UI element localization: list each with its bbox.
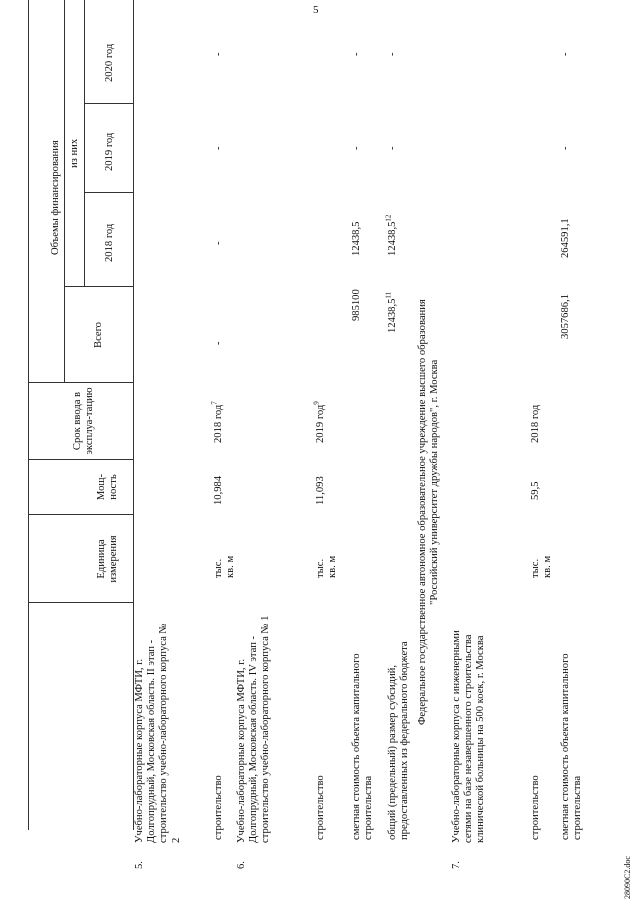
- file-code: 28090C2.doc: [623, 856, 632, 899]
- table-top-border: [28, 0, 29, 830]
- row6-term: [312, 401, 327, 443]
- row5-title: Учебно-лабораторные корпуса МФТИ, г. Долгопрудный, Московская область. II этап - строительство учебно-лабораторного корпуса № 2: [134, 623, 182, 843]
- vline-2020-left: [84, 103, 133, 104]
- row6-number: 6.: [236, 861, 247, 869]
- row6-subsidy-total-value: 12438,5: [387, 298, 398, 333]
- row6-cost-total: 985100: [351, 289, 362, 321]
- row6-subsidy-label: общий (предельный) размер субсидий, предоставленных из федерального бюджета: [387, 641, 411, 840]
- row5-2020: -: [213, 52, 224, 56]
- row5-term-text: 2018 год: [213, 404, 224, 443]
- header-2018: 2018 год: [104, 223, 115, 262]
- header-2020: 2020 год: [104, 43, 115, 82]
- row6-cost-2020: -: [351, 52, 362, 56]
- header-of-which: из них: [69, 138, 80, 168]
- row6-term-text: 2019 год: [315, 404, 326, 443]
- row6-cost-label: сметная стоимость объекта капитального строительства: [351, 653, 375, 840]
- page-number: 5: [313, 4, 319, 16]
- row6-cost-2018: 12438,5: [351, 221, 362, 256]
- row7-cost-2019: -: [560, 146, 571, 150]
- row6-term-footnote: 9: [312, 401, 321, 405]
- of-which-under-line: [84, 0, 85, 287]
- row6-unit: тыс. кв. м: [315, 555, 339, 578]
- vline-unit-left: [28, 602, 133, 603]
- row5-unit: тыс. кв. м: [213, 555, 237, 578]
- vline-capacity-left: [28, 514, 133, 515]
- row6-sub-construction: строительство: [315, 775, 326, 840]
- row5-term: [210, 401, 225, 443]
- row5-total: -: [213, 341, 224, 345]
- row7-number: 7.: [451, 861, 462, 869]
- header-2019: 2019 год: [104, 132, 115, 171]
- header-funding: Объемы финансирования: [50, 140, 61, 255]
- row6-subsidy-2020: -: [387, 52, 398, 56]
- row7-cost-2018: 264591,1: [560, 218, 571, 258]
- row5-2018: -: [213, 241, 224, 245]
- row6-subsidy-2018-value: 12438,5: [387, 221, 398, 256]
- header-capacity: Мощ-ность: [96, 473, 120, 501]
- header-term: Срок ввода в эксплуа-тацию: [72, 387, 96, 455]
- row6-subsidy-2019: -: [387, 146, 398, 150]
- header-total: Всего: [93, 322, 104, 348]
- row7-unit: тыс. кв. м: [530, 555, 554, 578]
- vline-total-right: [64, 286, 133, 287]
- vline-funding-left: [28, 382, 133, 383]
- row7-title: Учебно-лабораторные корпуса с инженерными сетями на базе незавершенного строительства клинической больницы на 500 коек, г. Москва: [451, 630, 487, 843]
- row6-subsidy-2018: [384, 214, 399, 256]
- vline-term-left: [28, 459, 133, 460]
- vline-2019-left: [84, 192, 133, 193]
- row7-sub-construction: строительство: [530, 775, 541, 840]
- row7-capacity: 59,5: [530, 481, 541, 500]
- funding-under-line: [64, 0, 65, 383]
- org-heading-line2: "Российский университет дружбы народов", г. Москва: [429, 359, 440, 605]
- header-unit: Единица измерения: [96, 535, 120, 583]
- row7-cost-label: сметная стоимость объекта капитального строительства: [560, 653, 584, 840]
- row6-cost-2019: -: [351, 146, 362, 150]
- row5-term-footnote: 7: [210, 401, 219, 405]
- row6-subsidy-total: [384, 291, 399, 333]
- row6-subsidy-total-footnote: 11: [384, 291, 393, 299]
- row5-number: 5.: [134, 861, 145, 869]
- row5-sub-construction: строительство: [213, 775, 224, 840]
- row7-cost-2020: -: [560, 52, 571, 56]
- row6-title: Учебно-лабораторные корпуса МФТИ, г. Долгопрудный, Московская область. IV этап - строительство учебно-лабораторного корпуса № 1: [236, 615, 272, 843]
- row7-term: 2018 год: [530, 404, 541, 443]
- row6-capacity: 11,093: [315, 476, 326, 505]
- org-heading-line1: Федеральное государственное автономное образовательное учреждение высшего образования: [417, 299, 428, 725]
- row7-cost-total: 3057686,1: [560, 293, 571, 339]
- row6-subsidy-2018-footnote: 12: [384, 214, 393, 222]
- row5-capacity: 10,984: [213, 475, 224, 505]
- row5-2019: -: [213, 146, 224, 150]
